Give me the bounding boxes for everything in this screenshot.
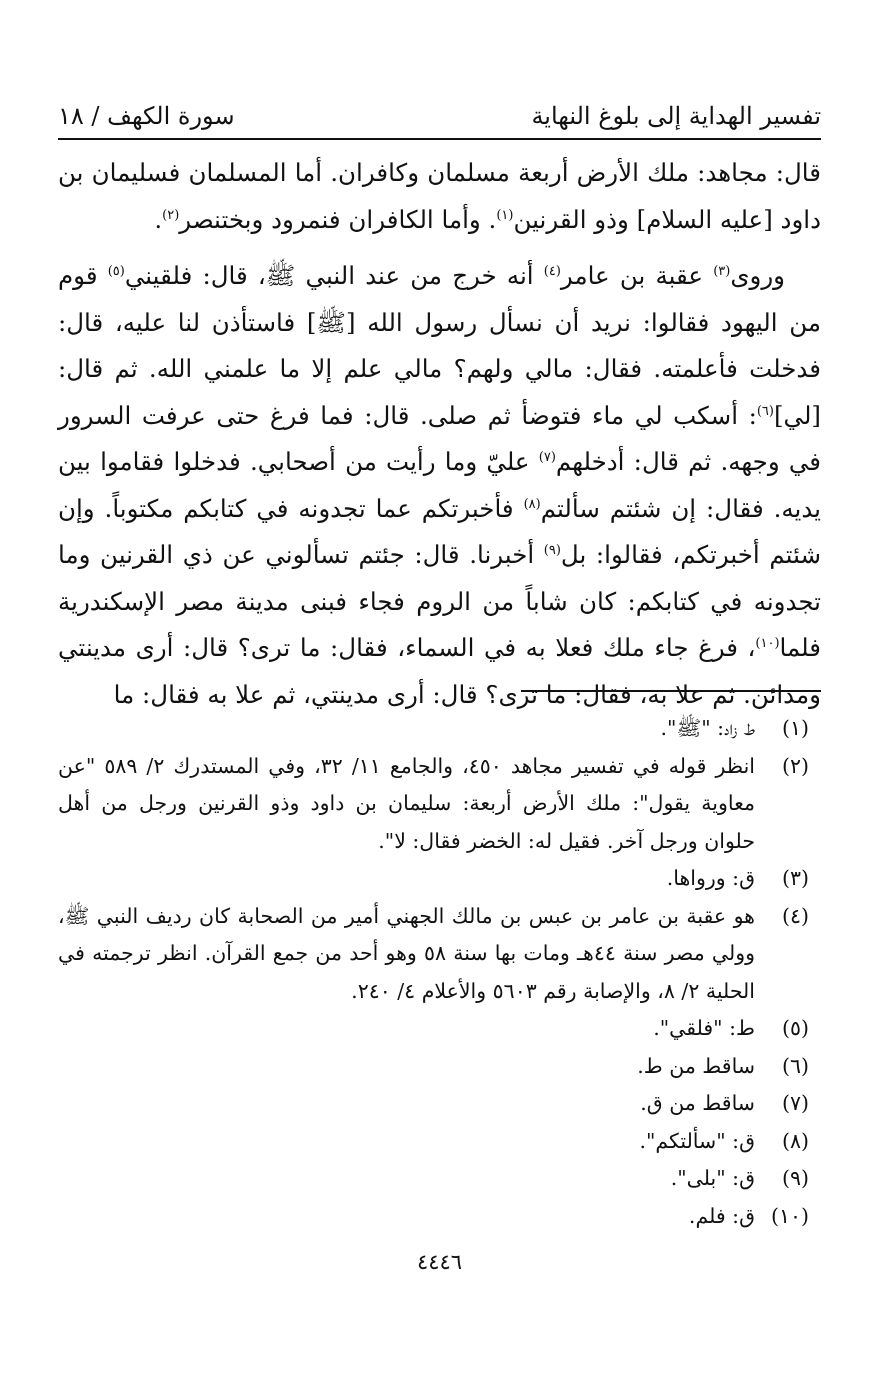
- footnote-text: انظر قوله في تفسير مجاهد ٤٥٠، والجامع ١١/ ٣٢، وفي المستدرك ٢/ ٥٨٩ "عن معاوية يقول": ملك الأرض أربعة: سليمان بن داود وذو القرنين ورجل من أهل حلوان ورجل آخر. فقيل له: الخضر فقال: لا".: [58, 753, 755, 853]
- footnote-number: (٨): [781, 1128, 809, 1153]
- footnote-item: [58, 898, 821, 1011]
- text-run: . وأما الكافران فنمرود وبختنصر: [179, 204, 497, 234]
- footnote-number: (٥): [781, 1016, 809, 1040]
- footnote-item: [58, 1010, 821, 1048]
- footnote-text: ساقط من ط.: [637, 1053, 755, 1078]
- footnote-item: [58, 1085, 821, 1123]
- main-text: [58, 150, 821, 718]
- footnote-number: (٣): [781, 866, 809, 890]
- footnote-item: [58, 1160, 821, 1198]
- text-run: وروى: [730, 261, 785, 290]
- footnote-item: [58, 1198, 821, 1236]
- text-run: عقبة بن عامر: [560, 261, 714, 290]
- page-number: ٤٤٤٦: [416, 1250, 463, 1274]
- footnote-number: (١٠): [770, 1203, 809, 1228]
- running-header: [58, 88, 821, 132]
- footnote-number: (٩): [781, 1166, 809, 1190]
- footnote-text: ساقط من ق.: [640, 1091, 755, 1115]
- footnote-number: (١): [781, 716, 809, 740]
- footnote-ref: (١): [496, 207, 514, 223]
- footnote-text: ط زاد: "ﷺ".: [660, 716, 755, 740]
- footnote-text: ق: "بلى".: [670, 1166, 755, 1190]
- text-run: قال: مجاهد: ملك الأرض أربعة مسلمان وكافران. أما المسلمان فسليمان بن داود [: [58, 158, 821, 234]
- footnote-text: ط: "فلقي".: [653, 1016, 755, 1040]
- paragraph-2: [58, 253, 821, 718]
- text-run: .: [154, 204, 163, 234]
- text-run: قوم من اليهود فقالوا: نريد أن نسأل رسول الله [ﷺ] فاستأذن لنا عليه، قال: فدخلت فأعلمته. فقال: مالي ولهم؟ مالي علم إلا ما علمني الله. ثم قال: [لي]: [58, 261, 821, 430]
- footnote-item: [58, 748, 821, 861]
- footnote-ref: (٢): [162, 207, 180, 223]
- footnote-item: [58, 1048, 821, 1086]
- footnote-item: [58, 860, 821, 898]
- honorific: عليه السلام: [646, 204, 764, 234]
- footnote-rule: [521, 690, 821, 692]
- footnote-ref: (٦): [756, 403, 774, 419]
- paragraph-1: [58, 150, 821, 243]
- footnote-number: (٧): [781, 1091, 809, 1115]
- text-run: : أسكب لي ماء فتوضأ ثم صلى. قال: فما فرغ حتى عرفت السرور في وجهه. ثم قال: أدخلهم: [58, 400, 821, 476]
- footnote-number: (٤): [781, 903, 809, 928]
- header-rule: [58, 138, 821, 140]
- text-run: أخبرنا. قال: جئتم تسألوني عن ذي القرنين وما تجدونه في كتابكم: كان شاباً من الروم فجاء فبنى مدينة مصر الإسكندرية فلما: [58, 540, 821, 662]
- footnote-ref: (٥): [107, 263, 125, 279]
- footnote-text: هو عقبة بن عامر بن عبس بن مالك الجهني أمير من الصحابة كان رديف النبي ﷺ، وولي مصر سنة ٤٤هـ ومات بها سنة ٥٨ وهو أحد من جمع القرآن. انظر ترجمته في الحلية ٢/ ٨، والإصابة رقم ٥٦٠٣ والأعلام ٤/ ٢٤٠.: [58, 903, 756, 1003]
- footnote-ref: (٤): [543, 263, 561, 279]
- footnote-text: ق: "سألتكم".: [639, 1128, 755, 1153]
- footnotes: [58, 710, 821, 1235]
- text-run: أنه خرج من عند النبي ﷺ، قال: فلقيني: [124, 261, 544, 290]
- text-run: فأخبرتكم عما تجدونه في كتابكم مكتوباً. وإن شئتم أخبرتكم، فقالوا: بل: [58, 493, 821, 569]
- footnote-ref: (٧): [538, 449, 556, 465]
- text-run: عليّ وما رأيت من أصحابي. فدخلوا فقاموا بين يديه. فقال: إن شئتم سألتم: [58, 447, 821, 523]
- footnote-text: ق: ورواها.: [666, 866, 755, 890]
- text-run: ] وذو القرنين: [513, 204, 647, 234]
- footnote-ref: (٩): [543, 542, 561, 558]
- footnote-item: [58, 1123, 821, 1161]
- footnote-number: (٢): [781, 753, 809, 778]
- surah-page-label: سورة الكهف / ١٨: [58, 101, 235, 130]
- footnote-ref: (٨): [523, 496, 541, 512]
- footnote-ref: (١٠): [755, 635, 780, 651]
- text-run: ، فرغ جاء ملك فعلا به في السماء، فقال: ما ترى؟ قال: أرى مدينتي ومدائن. ثم علا به، فقال: ما ترى؟ قال: أرى مدينتي، ثم علا به فقال: ما: [58, 633, 821, 709]
- footnote-item: [58, 710, 821, 748]
- footnote-ref: (٣): [713, 263, 731, 279]
- footnote-number: (٦): [781, 1053, 809, 1078]
- book-title: تفسير الهداية إلى بلوغ النهاية: [531, 101, 821, 130]
- footnote-text: ق: فلم.: [688, 1203, 755, 1228]
